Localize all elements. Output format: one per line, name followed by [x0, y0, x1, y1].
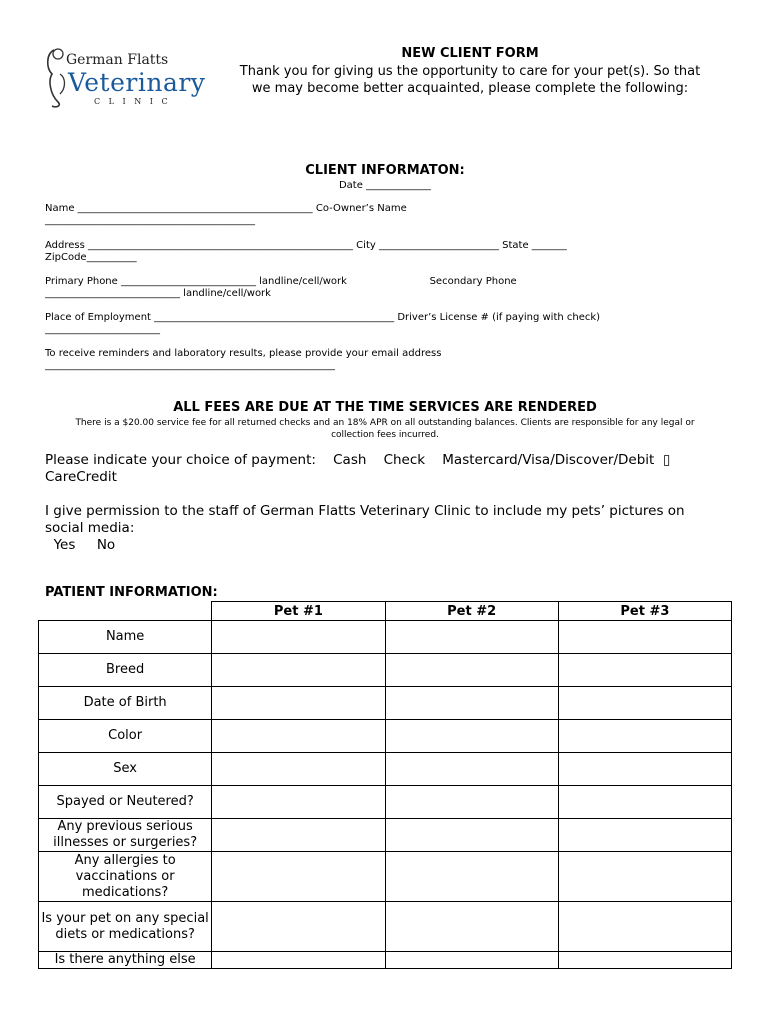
intro-line-2: we may become better acquainted, please complete the following:	[251, 81, 689, 96]
email-line-1: To receive reminders and laboratory results, please provide your email address	[45, 348, 442, 359]
pet-1-breed-cell[interactable]	[212, 654, 385, 687]
row-label-spayed: Spayed or Neutered?	[39, 786, 212, 819]
address-line-2: ZipCode__________	[45, 252, 137, 263]
row-label-diets: Is your pet on any special diets or medications?	[39, 902, 212, 952]
date-field[interactable]: Date _____________	[338, 180, 432, 191]
email-line-2: __________________________________________________________	[45, 360, 335, 371]
fees-title: ALL FEES ARE DUE AT THE TIME SERVICES ARE RENDERED	[173, 400, 597, 415]
pet-3-dob-cell[interactable]	[558, 687, 731, 720]
table-row	[39, 819, 732, 852]
phone-line-2: ___________________________ landline/cell/work	[45, 288, 271, 299]
permission-yes-no[interactable]: Yes No	[45, 537, 116, 553]
row-label-dob: Date of Birth	[39, 687, 212, 720]
pet-3-sex-cell[interactable]	[558, 753, 731, 786]
pet-3-breed-cell[interactable]	[558, 654, 731, 687]
pet-1-anything-else-cell[interactable]	[212, 952, 385, 969]
pet-1-name-cell[interactable]	[212, 621, 385, 654]
form-title: NEW CLIENT FORM	[401, 46, 539, 61]
row-label-name: Name	[39, 621, 212, 654]
table-corner-cell	[39, 602, 212, 621]
table-row	[39, 902, 732, 952]
row-label-sex: Sex	[39, 753, 212, 786]
pet-2-header: Pet #2	[385, 602, 558, 621]
table-row	[39, 687, 732, 720]
intro-text	[218, 63, 722, 97]
pet-1-illnesses-cell[interactable]	[212, 819, 385, 852]
intro-line-1: Thank you for giving us the opportunity to care for your pet(s). So that	[239, 64, 701, 79]
row-label-breed: Breed	[39, 654, 212, 687]
pet-2-illnesses-cell[interactable]	[385, 819, 558, 852]
pet-3-anything-else-cell[interactable]	[558, 952, 731, 969]
pet-3-illnesses-cell[interactable]	[558, 819, 731, 852]
table-header-row	[39, 602, 732, 621]
social-media-permission[interactable]	[45, 503, 725, 554]
pet-2-sex-cell[interactable]	[385, 753, 558, 786]
logo-line1: German Flatts	[66, 52, 169, 68]
table-row	[39, 720, 732, 753]
pet-2-anything-else-cell[interactable]	[385, 952, 558, 969]
pet-2-diets-cell[interactable]	[385, 902, 558, 952]
employment-line-1: Place of Employment ________________________________________________ Driver’s License # (if paying with check)	[45, 312, 601, 323]
address-field[interactable]	[45, 240, 725, 264]
pet-3-color-cell[interactable]	[558, 720, 731, 753]
logo-line3: C L I N I C	[94, 97, 171, 106]
patient-table	[38, 601, 732, 969]
pet-1-sex-cell[interactable]	[212, 753, 385, 786]
pet-1-allergies-cell[interactable]	[212, 852, 385, 902]
name-line-1: Name _______________________________________________ Co-Owner’s Name	[45, 203, 407, 214]
fees-note: There is a $20.00 service fee for all returned checks and an 18% APR on all outstanding balances. Clients are responsible for any legal or collection fees incurred.	[75, 418, 695, 440]
pet-2-spayed-cell[interactable]	[385, 786, 558, 819]
table-row	[39, 654, 732, 687]
pet-1-dob-cell[interactable]	[212, 687, 385, 720]
phone-line-1: Primary Phone ___________________________ landline/cell/work Secondary Phone	[45, 276, 517, 287]
table-row	[39, 852, 732, 902]
pet-3-header: Pet #3	[558, 602, 731, 621]
payment-choice[interactable]	[45, 452, 725, 486]
payment-line-2: CareCredit	[45, 469, 117, 485]
table-row	[39, 621, 732, 654]
pet-1-header: Pet #1	[212, 602, 385, 621]
pet-3-diets-cell[interactable]	[558, 902, 731, 952]
row-label-anything-else: Is there anything else	[39, 952, 212, 969]
payment-line-1: Please indicate your choice of payment: Cash Check Mastercard/Visa/Discover/Debit ▯	[45, 452, 671, 468]
patient-info-title: PATIENT INFORMATION:	[45, 585, 218, 600]
phone-field[interactable]	[45, 276, 725, 300]
name-line-2: __________________________________________	[45, 215, 255, 226]
row-label-allergies: Any allergies to vaccinations or medications?	[39, 852, 212, 902]
pet-3-allergies-cell[interactable]	[558, 852, 731, 902]
logo-line2: Veterinary	[68, 68, 206, 97]
client-info-title: CLIENT INFORMATON:	[305, 163, 465, 178]
clinic-logo	[44, 44, 214, 114]
employment-field[interactable]	[45, 312, 725, 336]
pet-3-spayed-cell[interactable]	[558, 786, 731, 819]
address-line-1: Address _____________________________________________________ City ________________________ State _______	[45, 240, 567, 251]
pet-3-name-cell[interactable]	[558, 621, 731, 654]
pet-1-diets-cell[interactable]	[212, 902, 385, 952]
table-row	[39, 786, 732, 819]
table-row	[39, 952, 732, 969]
table-row	[39, 753, 732, 786]
row-label-color: Color	[39, 720, 212, 753]
name-field[interactable]	[45, 203, 725, 227]
pet-1-spayed-cell[interactable]	[212, 786, 385, 819]
employment-line-2: _______________________	[45, 324, 160, 335]
pet-2-breed-cell[interactable]	[385, 654, 558, 687]
row-label-illnesses: Any previous serious illnesses or surgeries?	[39, 819, 212, 852]
email-field[interactable]	[45, 348, 725, 372]
pet-1-color-cell[interactable]	[212, 720, 385, 753]
permission-line-1: I give permission to the staff of German Flatts Veterinary Clinic to include my pets’ pictures on	[45, 503, 685, 519]
pet-2-name-cell[interactable]	[385, 621, 558, 654]
pet-2-dob-cell[interactable]	[385, 687, 558, 720]
pet-2-allergies-cell[interactable]	[385, 852, 558, 902]
pet-2-color-cell[interactable]	[385, 720, 558, 753]
permission-line-2: social media:	[45, 520, 135, 536]
